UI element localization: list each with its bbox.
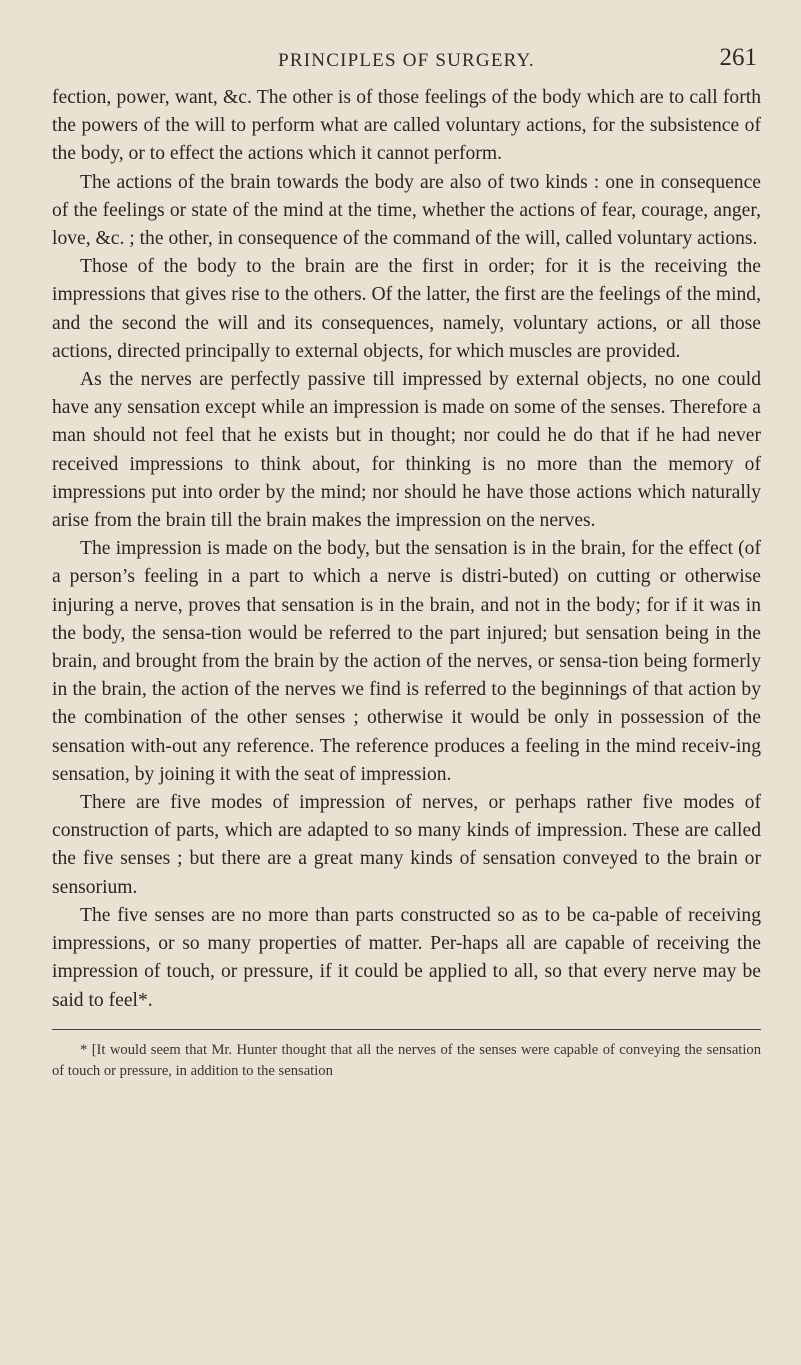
paragraph-brain-actions: The actions of the brain towards the body are also of two kinds : one in consequence of the feelings or state of the mind at the time, whether the actions of fear, courage, anger, love, &c. ; the other, in consequence of the command of the will, called voluntary actions. (52, 171, 761, 250)
footnote-divider (52, 1029, 761, 1030)
paragraph-impression-sensation: The impression is made on the body, but the sensation is in the brain, for the effect (of a person’s feeling in a part to which a nerve is distri-buted) on cutting or otherwise injuring a nerve, proves that sensation is in the brain, and not in the body; for if it was in the body, the sensa-tion would be referred to the part injured; but sensation being in the brain, and brought from the brain by the action of the nerves, or sensa-tion being formerly in the brain, the action of the nerves we find is referred to the beginnings of that action by the combination of the other senses ; otherwise it would be only in possession of the sensation with-out any reference. The reference produces a feeling in the mind receiv-ing sensation, by joining it with the seat of impression. (52, 538, 761, 785)
paragraph-five-modes: There are five modes of impression of nerves, or perhaps rather five modes of construction of parts, which are adapted to so many kinds of impression. These are called the five senses ; but there are a great many kinds of sensation conveyed to the brain or sensorium. (52, 792, 761, 898)
paragraph-body-to-brain: Those of the body to the brain are the first in order; for it is the receiving the impressions that gives rise to the others. Of the latter, the first are the feelings of the mind, and the second the will and its consequences, namely, voluntary actions, or all those actions, directed principally to external objects, for which muscles are provided. (52, 256, 761, 362)
footnote (52, 1040, 761, 1082)
paragraph-passive-nerves: As the nerves are perfectly passive till impressed by external objects, no one could have any sensation except while an impression is made on some of the senses. Therefore a man should not feel that he exists but in thought; nor could he do that if he had never received impressions to think about, for thinking is no more than the memory of impressions put into order by the mind; nor should he have those actions which naturally arise from the brain till the brain makes the impression on the nerves. (52, 369, 761, 532)
page-number: 261 (719, 44, 757, 71)
paragraph-five-senses: The five senses are no more than parts constructed so as to be ca-pable of receiving impressions, or so many properties of matter. Per-haps all are capable of receiving the impression of touch, or pressure, if it could be applied to all, so that every nerve may be said to feel*. (52, 904, 761, 1011)
footnote-text: * [It would seem that Mr. Hunter thought that all the nerves of the senses were capable of conveying the sensation of touch or pressure, in addition to the sensation (52, 1041, 761, 1079)
body-text (52, 84, 761, 1015)
running-head (52, 0, 761, 84)
paragraph-continuation: fection, power, want, &c. The other is of those feelings of the body which are to call forth the powers of the will to perform what are called voluntary actions, for the subsistence of the body, or to effect the actions which it cannot perform. (52, 87, 761, 165)
running-title: PRINCIPLES OF SURGERY. (278, 50, 535, 71)
